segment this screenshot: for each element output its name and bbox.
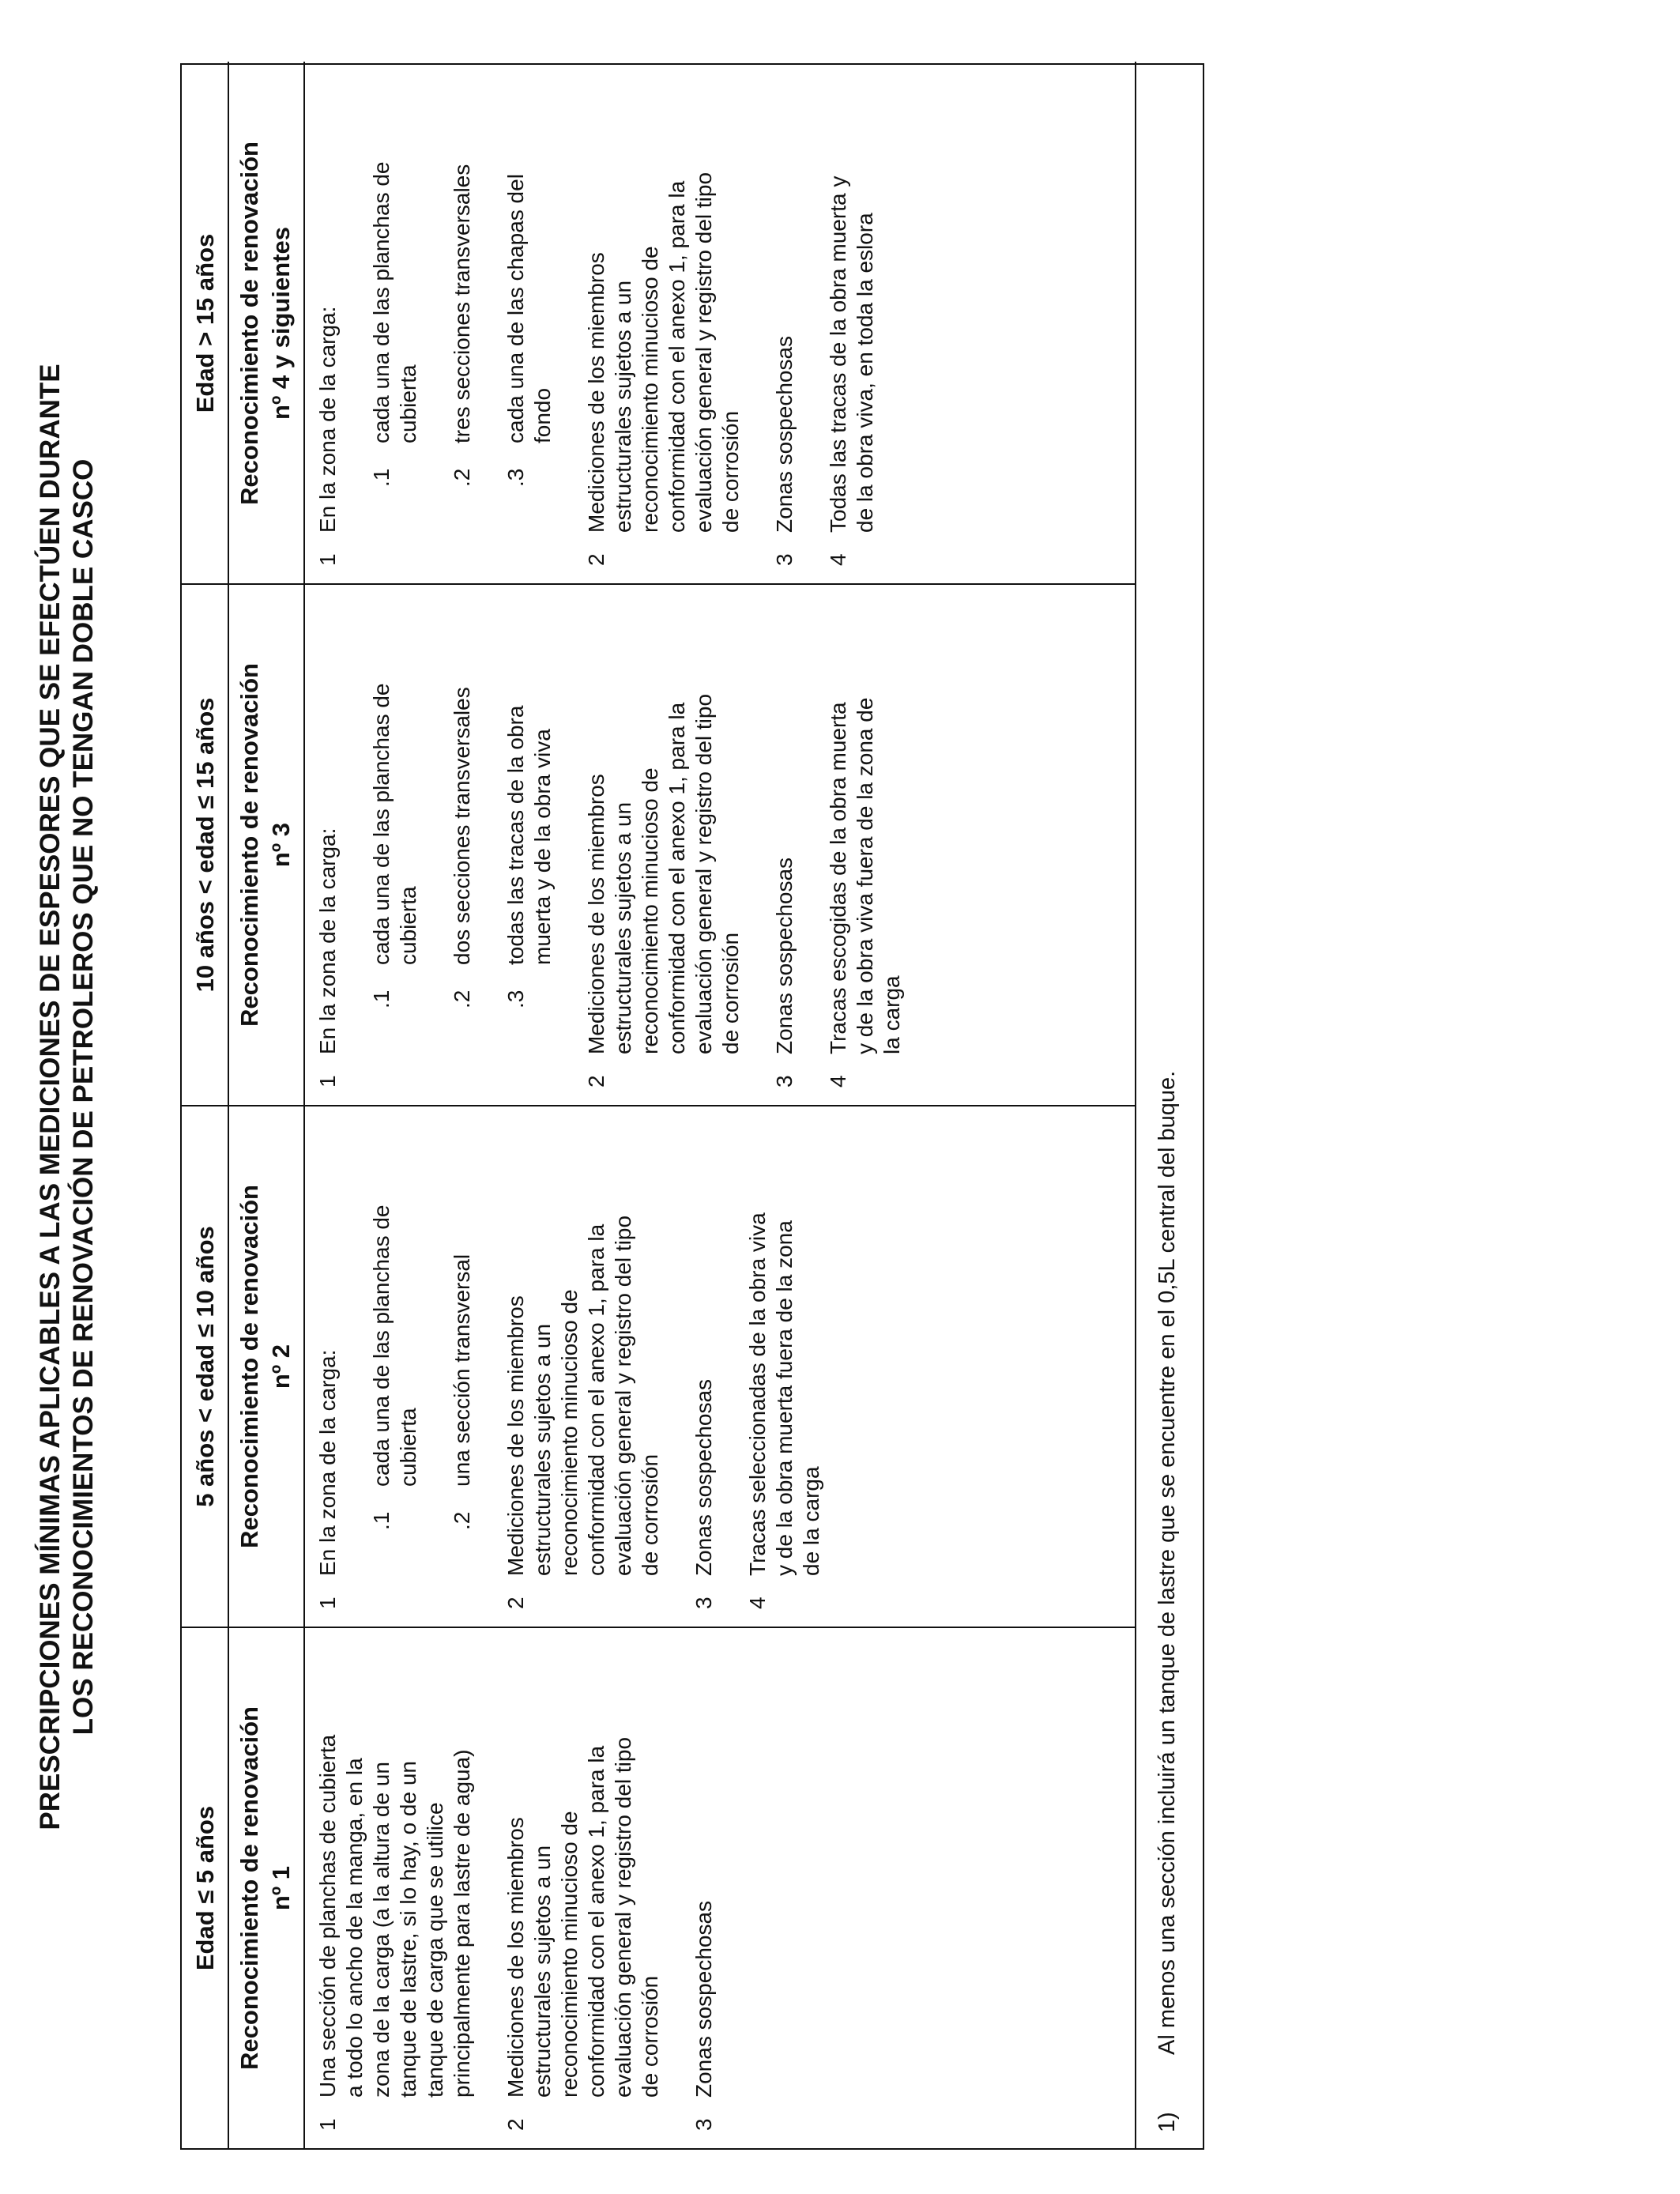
requirement-text-line: de la carga xyxy=(799,1466,823,1576)
requirement-text-line: de corrosión xyxy=(638,1453,662,1576)
requirement-text xyxy=(315,828,341,1054)
subitem-text xyxy=(449,1254,476,1487)
requirement-text-line: de la obra viva, en toda la eslora xyxy=(853,213,877,533)
subitem-text-line: cada una de las chapas del xyxy=(503,174,528,443)
requirement-text-line: a todo lo ancho de la manga, en la xyxy=(342,1758,367,2098)
requirement-text-line: evaluación general y registro del tipo xyxy=(611,1736,635,2098)
survey-header-1 xyxy=(234,1628,297,2148)
subitem-text-line: una sección transversal xyxy=(450,1253,474,1487)
survey-header-label: Reconocimiento de renovación xyxy=(235,663,263,1027)
document-title-line-1: PRESCRIPCIONES MÍNIMAS APLICABLES A LAS MEDICIONES DE ESPESORES QUE SE EFECTÚEN DURANTE xyxy=(35,364,66,1830)
column-divider xyxy=(182,583,1135,585)
subitem-text-line: muerta y de la obra viva xyxy=(530,729,555,965)
requirement-text xyxy=(771,336,798,533)
requirement-text-line: Zonas sospechosas xyxy=(772,335,797,533)
requirement-text-line: tanque de carga que se utilice xyxy=(423,1802,447,2098)
requirement-text-line: En la zona de la carga: xyxy=(315,306,340,533)
requirement-text xyxy=(583,172,744,533)
requirement-text-line: estructurales sujetos a un xyxy=(530,1845,555,2098)
subitem-text-line: dos secciones transversales xyxy=(450,687,474,965)
requirement-text-line: Zonas sospechosas xyxy=(691,1900,716,2098)
requirement-text-line: de corrosión xyxy=(638,1975,662,2098)
requirement-number: 1 xyxy=(315,2118,340,2131)
subitem-text-line: cada una de las planchas de xyxy=(369,161,394,443)
requirement-number: 2 xyxy=(503,2118,528,2131)
age-header-2: 5 años < edad ≤ 10 años xyxy=(191,1226,219,1507)
age-header-3: 10 años < edad ≤ 15 años xyxy=(191,697,219,993)
subitem-number: .2 xyxy=(450,468,474,487)
requirement-text xyxy=(825,698,906,1054)
requirement-text-line: estructurales sujetos a un xyxy=(530,1323,555,1576)
requirement-text xyxy=(744,1212,825,1576)
requirement-text xyxy=(583,694,744,1054)
age-header-1: Edad ≤ 5 años xyxy=(191,1805,219,1971)
requirement-text-line: evaluación general y registro del tipo xyxy=(691,693,716,1054)
footnote-number: 1) xyxy=(1155,2112,1180,2132)
survey-header-label: Reconocimiento de renovación xyxy=(235,141,263,505)
subitem-text-line: cubierta xyxy=(396,886,420,965)
requirement-text-line: conformidad con el anexo 1, para la xyxy=(584,1223,608,1576)
requirement-text-line: reconocimiento minucioso de xyxy=(557,1289,582,1576)
requirement-text-line: estructurales sujetos a un xyxy=(611,280,635,533)
column-divider xyxy=(182,1627,1135,1628)
requirement-text-line: Mediciones de los miembros xyxy=(503,1817,528,2098)
footnote-text: Al menos una sección incluirá un tanque de lastre que se encuentre en el 0,5L central del buque. xyxy=(1155,1070,1180,2055)
document-title-line-2: LOS RECONOCIMIENTOS DE RENOVACIÓN DE PETROLEROS QUE NO TENGAN DOBLE CASCO xyxy=(68,458,99,1736)
survey-header-label: Reconocimiento de renovación xyxy=(235,1185,263,1548)
requirement-text-line: reconocimiento minucioso de xyxy=(638,767,662,1054)
subitem-text xyxy=(449,164,476,443)
subitem-text xyxy=(368,162,422,444)
header-row-divider xyxy=(303,62,305,2148)
requirement-text-line: zona de la carga (a la altura de un xyxy=(369,1762,394,2098)
subitem-text-line: cubierta xyxy=(396,364,420,443)
subitem-text-line: cubierta xyxy=(396,1408,420,1487)
thickness-measurement-table xyxy=(180,63,1204,2150)
requirement-text-line: y de la obra viva fuera de la zona de xyxy=(853,697,877,1054)
requirement-text-line: Zonas sospechosas xyxy=(772,857,797,1054)
requirement-text xyxy=(503,1216,664,1576)
requirement-number: 3 xyxy=(691,1596,716,1609)
subitem-text-line: fondo xyxy=(530,387,555,443)
requirement-number: 3 xyxy=(691,2118,716,2131)
survey-header-number: nº 4 y siguientes xyxy=(267,227,295,420)
requirement-text-line: la carga xyxy=(880,975,904,1054)
requirement-text xyxy=(691,1379,718,1576)
requirement-text-line: Mediciones de los miembros xyxy=(584,252,608,533)
requirement-number: 4 xyxy=(745,1596,770,1609)
subitem-text xyxy=(368,684,422,966)
requirement-text xyxy=(691,1901,718,2098)
subitem-number: .1 xyxy=(369,1511,394,1530)
subitem-number: .3 xyxy=(503,990,528,1008)
requirement-text-line: principalmente para lastre de agua) xyxy=(450,1749,474,2098)
requirement-text xyxy=(503,1737,664,2098)
subitem-number: .1 xyxy=(369,468,394,487)
survey-header-3 xyxy=(234,585,297,1105)
requirement-text-line: conformidad con el anexo 1, para la xyxy=(665,702,689,1054)
requirement-text xyxy=(315,307,341,533)
column-divider xyxy=(182,1105,1135,1106)
requirement-text-line: tanque de lastre, si lo hay, o de un xyxy=(396,1761,420,2098)
subitem-text-line: cada una de las planchas de xyxy=(369,683,394,965)
requirement-text-line: Mediciones de los miembros xyxy=(584,774,608,1054)
requirement-number: 1 xyxy=(315,1596,340,1609)
subitem-text xyxy=(503,174,556,443)
requirement-text xyxy=(825,176,879,533)
requirement-text-line: Tracas seleccionadas de la obra viva xyxy=(745,1212,770,1576)
requirement-text xyxy=(315,1735,476,2098)
requirement-text-line: Todas las tracas de la obra muerta y xyxy=(826,175,850,533)
requirement-text xyxy=(315,1350,341,1576)
subitem-number: .3 xyxy=(503,468,528,487)
requirement-number: 2 xyxy=(503,1596,528,1609)
requirement-number: 4 xyxy=(826,553,850,566)
footnote-divider xyxy=(1135,62,1136,2148)
survey-header-2 xyxy=(234,1106,297,1627)
requirement-number: 4 xyxy=(826,1075,850,1088)
requirement-text-line: En la zona de la carga: xyxy=(315,1349,340,1576)
subitem-text xyxy=(368,1205,422,1487)
requirement-text xyxy=(771,858,798,1054)
requirement-text-line: estructurales sujetos a un xyxy=(611,801,635,1054)
requirement-number: 2 xyxy=(584,553,608,566)
requirement-text-line: y de la obra muerta fuera de la zona xyxy=(772,1220,797,1576)
requirement-text-line: Mediciones de los miembros xyxy=(503,1295,528,1576)
requirement-text-line: reconocimiento minucioso de xyxy=(557,1811,582,2098)
age-header-4: Edad > 15 años xyxy=(191,233,219,413)
subitem-text xyxy=(503,706,556,965)
requirement-text-line: de corrosión xyxy=(718,410,743,533)
subitem-text-line: todas las tracas de la obra xyxy=(503,705,528,965)
survey-header-4 xyxy=(234,63,297,583)
requirement-text-line: evaluación general y registro del tipo xyxy=(691,172,716,533)
requirement-number: 1 xyxy=(315,1075,340,1088)
subitem-number: .1 xyxy=(369,990,394,1008)
subitem-text xyxy=(449,687,476,965)
survey-header-number: nº 1 xyxy=(267,1865,295,1911)
subitem-text-line: cada una de las planchas de xyxy=(369,1204,394,1487)
requirement-text-line: Zonas sospechosas xyxy=(691,1378,716,1576)
survey-header-number: nº 2 xyxy=(267,1344,295,1389)
requirement-text-line: Una sección de planchas de cubierta xyxy=(315,1734,340,2098)
survey-header-label: Reconocimiento de renovación xyxy=(235,1706,263,2070)
requirement-text-line: conformidad con el anexo 1, para la xyxy=(584,1745,608,2098)
requirement-text-line: Tracas escogidas de la obra muerta xyxy=(826,702,850,1054)
requirement-number: 3 xyxy=(772,553,797,566)
survey-header-number: nº 3 xyxy=(267,822,295,868)
subitem-number: .2 xyxy=(450,990,474,1008)
requirement-text-line: conformidad con el anexo 1, para la xyxy=(665,180,689,533)
requirement-number: 3 xyxy=(772,1075,797,1088)
requirement-number: 2 xyxy=(584,1075,608,1088)
requirement-text-line: de corrosión xyxy=(718,932,743,1054)
requirement-text-line: En la zona de la carga: xyxy=(315,827,340,1054)
requirement-text-line: reconocimiento minucioso de xyxy=(638,246,662,533)
requirement-number: 1 xyxy=(315,553,340,566)
requirement-text-line: evaluación general y registro del tipo xyxy=(611,1215,635,1576)
subitem-text-line: tres secciones transversales xyxy=(450,164,474,443)
subitem-number: .2 xyxy=(450,1511,474,1530)
